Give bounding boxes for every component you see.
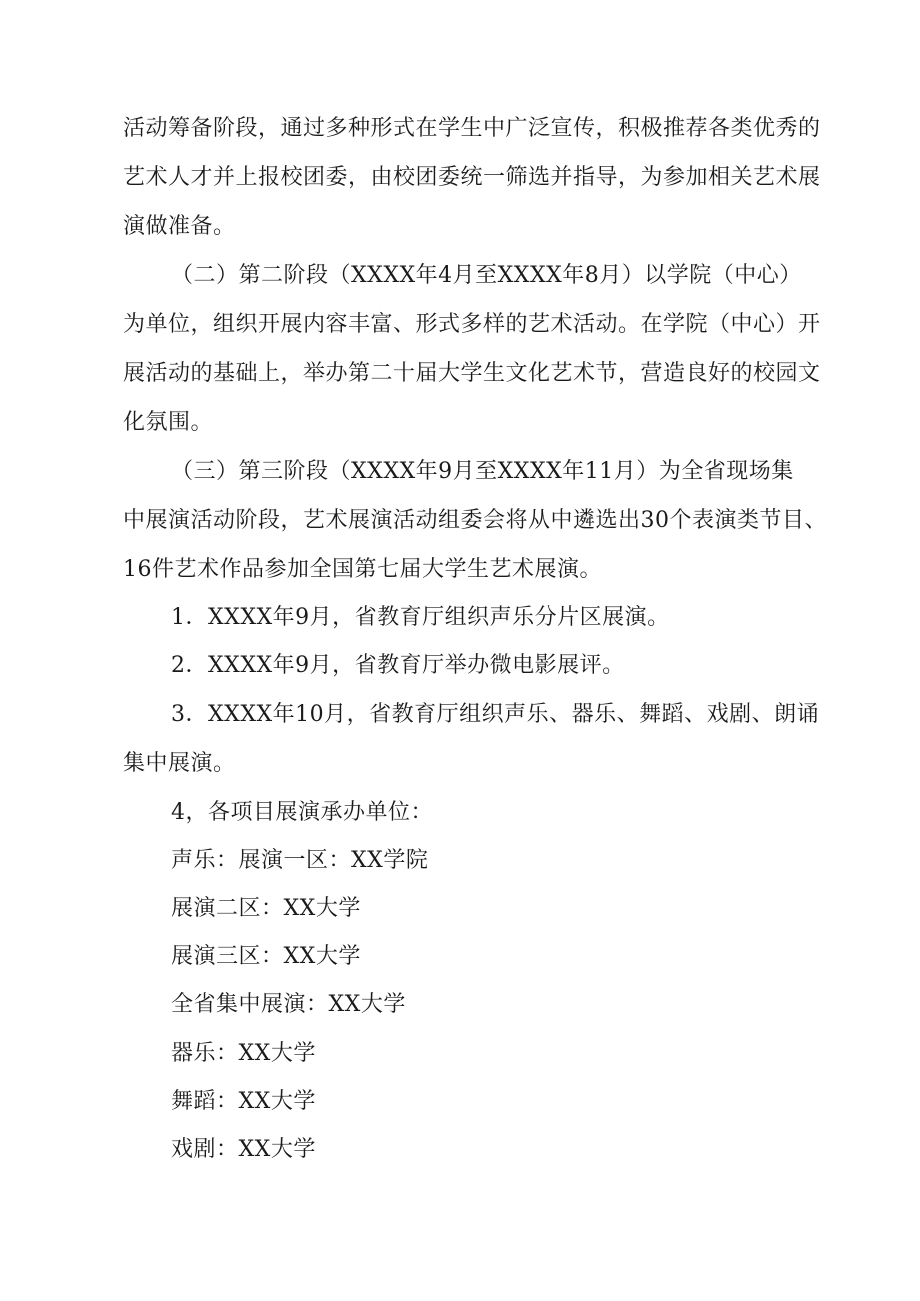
text-line: 集中展演。 xyxy=(123,751,236,776)
host-vocal-zone-1: 声乐：展演一区：XX学院 xyxy=(171,848,429,873)
text-line: 艺术人才并上报校团委，由校团委统一筛选并指导，为参加相关艺术展 xyxy=(123,165,821,190)
text-line: 展活动的基础上，举办第二十届大学生文化艺术节，营造良好的校园文 xyxy=(123,361,821,386)
host-provincial: 全省集中展演：XX大学 xyxy=(171,992,406,1017)
text-line: 中展演活动阶段，艺术展演活动组委会将从中遴选出30个表演类节目、 xyxy=(123,508,827,533)
list-item-3: 3．XXXX年10月，省教育厅组织声乐、器乐、舞蹈、戏剧、朗诵 xyxy=(171,702,820,727)
text-line: 16件艺术作品参加全国第七届大学生艺术展演。 xyxy=(123,557,602,582)
host-instrumental: 器乐：XX大学 xyxy=(171,1041,316,1066)
host-vocal-zone-3: 展演三区：XX大学 xyxy=(171,944,361,969)
paragraph-2-start: （二）第二阶段（XXXX年4月至XXXX年8月）以学院（中心） xyxy=(171,263,802,288)
text-line: 演做准备。 xyxy=(123,214,236,239)
text-line: 活动筹备阶段，通过多种形式在学生中广泛宣传，积极推荐各类优秀的 xyxy=(123,116,821,141)
list-item-2: 2．XXXX年9月，省教育厅举办微电影展评。 xyxy=(171,653,625,678)
host-drama: 戏剧：XX大学 xyxy=(171,1137,316,1162)
host-vocal-zone-2: 展演二区：XX大学 xyxy=(171,896,361,921)
list-item-4: 4，各项目展演承办单位： xyxy=(171,800,433,825)
paragraph-3-start: （三）第三阶段（XXXX年9月至XXXX年11月）为全省现场集 xyxy=(171,459,794,484)
list-item-1: 1．XXXX年9月，省教育厅组织声乐分片区展演。 xyxy=(171,605,670,630)
host-dance: 舞蹈：XX大学 xyxy=(171,1089,316,1114)
text-line: 为单位，组织开展内容丰富、形式多样的艺术活动。在学院（中心）开 xyxy=(123,312,821,337)
text-line: 化氛围。 xyxy=(123,410,214,435)
